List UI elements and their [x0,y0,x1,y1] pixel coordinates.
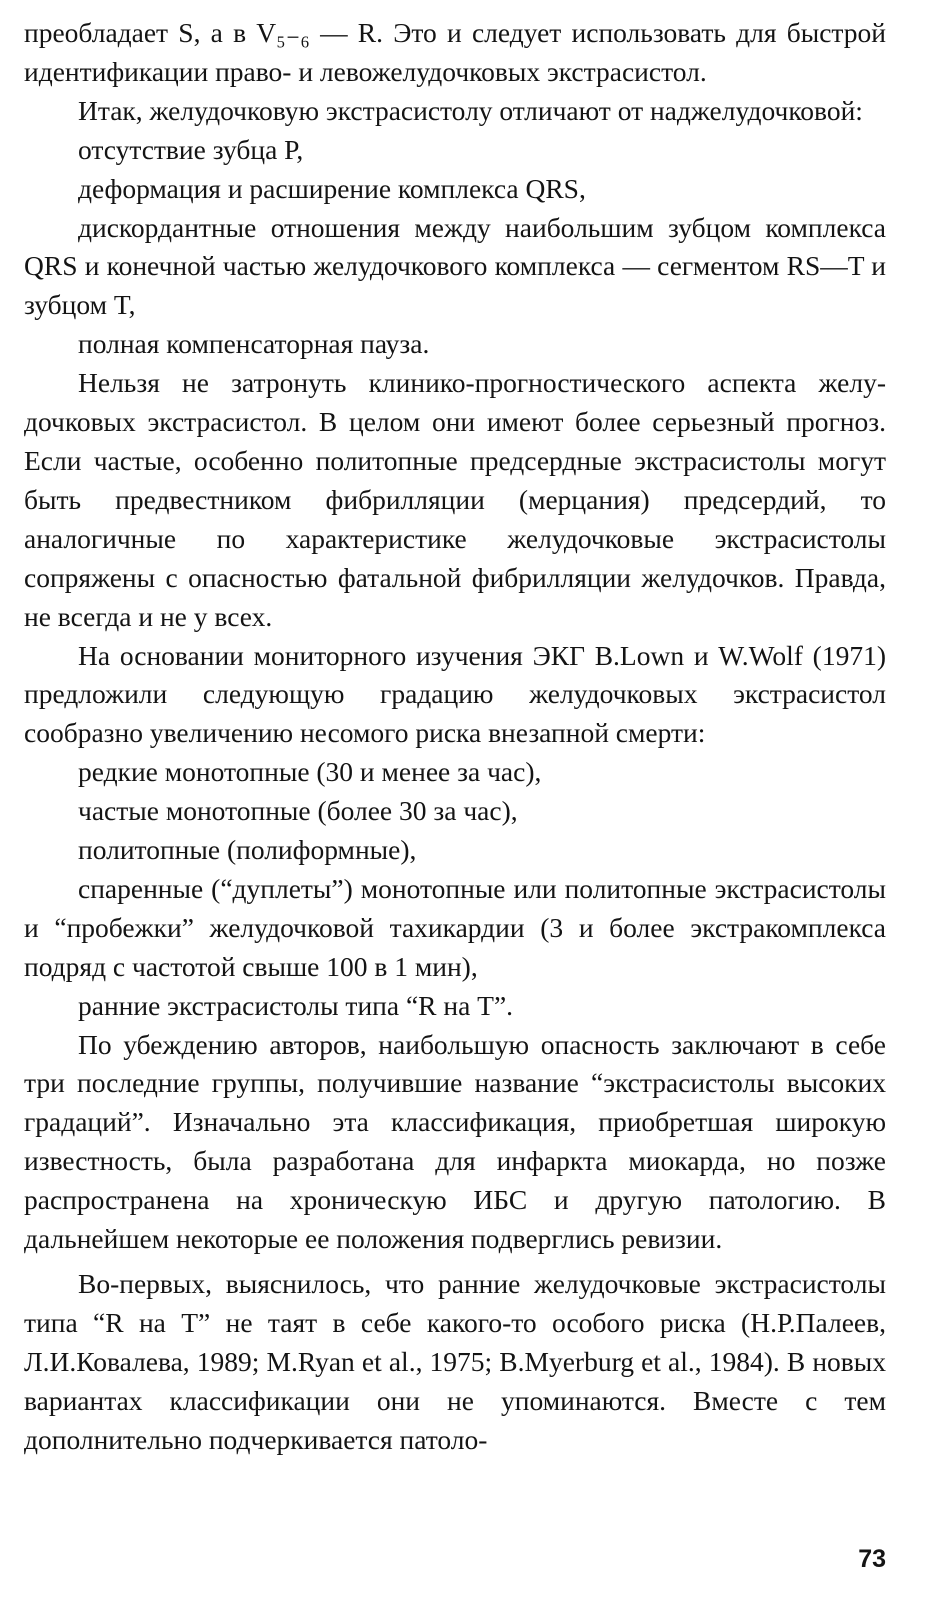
list-item-rare-monotopic: редкие монотопные (30 и менее за час), [78,756,542,788]
list-item-no-p-wave: отсутствие зубца P, [78,133,304,165]
list-item-frequent-monotopic: частые монотопные (более 30 за час), [78,795,518,827]
paragraph-2: Итак, желудочковую экстрасистолу отличают от наджелудочковой: [78,94,863,126]
list-item-discordant: дискордантные отношения между наибольшим зубцом комплекса QRS и конечной частью желудочкового комплекса — сегментом RS—T и зубцом T, [24,211,886,321]
list-item-r-on-t: ранние экстрасистолы типа “R на T”. [78,989,514,1021]
list-item-qrs-deformation: деформация и расширение комплекса QRS, [78,172,586,204]
paragraph-1-text: преобладает S, а в V₅₋₆ — R. Это и следует использовать для быстрой идентификации право- и левожелудочковых экстрасистол. [24,17,886,87]
list-item-couplets: спаренные (“дуплеты”) монотопные или политопные экстрасистолы и “пробежки” желудочковой тахикардии (3 и более экстракомплекса подряд с частотой свыше 100 в 1 мин), [24,872,886,982]
paragraph-lown-wolf: На основании мониторного изучения ЭКГ B.Lown и W.Wolf (1971) предложили следующую градацию желудочковых экстрасистол сообразно увеличению несомого риска внезапной смерти: [24,639,886,749]
list-item-compensatory-pause: полная компенсаторная пауза. [78,328,430,360]
list-item-polytopic: политопные (полиформные), [78,834,417,866]
paragraph-prognosis: Нельзя не затронуть клинико-прогностического аспекта желудочковых экстрасистол. В целом они имеют более серьезный прогноз. Если частые, особенно политопные предсердные экстрасистолы могут быть предвестником фибрилляции (мерцания) предсердий, то аналогичные по характеристике желудочковые экстрасистолы сопряжены с опасностью фатальной фибрилляции желудочков. Правда, не всегда и не у всех. [24,367,886,632]
paragraph-authors-opinion: По убеждению авторов, наибольшую опасность заключают в себе три последние группы, получившие название “экстрасистолы высоких градаций”. Изначально эта классификация, приобретшая широкую известность, была разработана для инфаркта миокарда, но позже распространена на хроническую ИБС и другую патологию. В дальнейшем некоторые ее положения подверглись ревизии. [24,1028,886,1255]
paragraph-firstly: Во-первых, выяснилось, что ранние желудочковые экстрасистолы типа “R на T” не таят в себе какого-то особого риска (Н.Р.Палеев, Л.И.Ковалева, 1989; M.Ryan et al., 1975; B.Myerburg et al., 1984). В новых вариантах классификации они не упоминаются. Вместе с тем дополнительно подчеркивается патоло- [24,1268,886,1455]
page-body [24,14,886,1460]
page-number: 73 [858,1545,886,1573]
paragraph-1 [24,14,886,92]
